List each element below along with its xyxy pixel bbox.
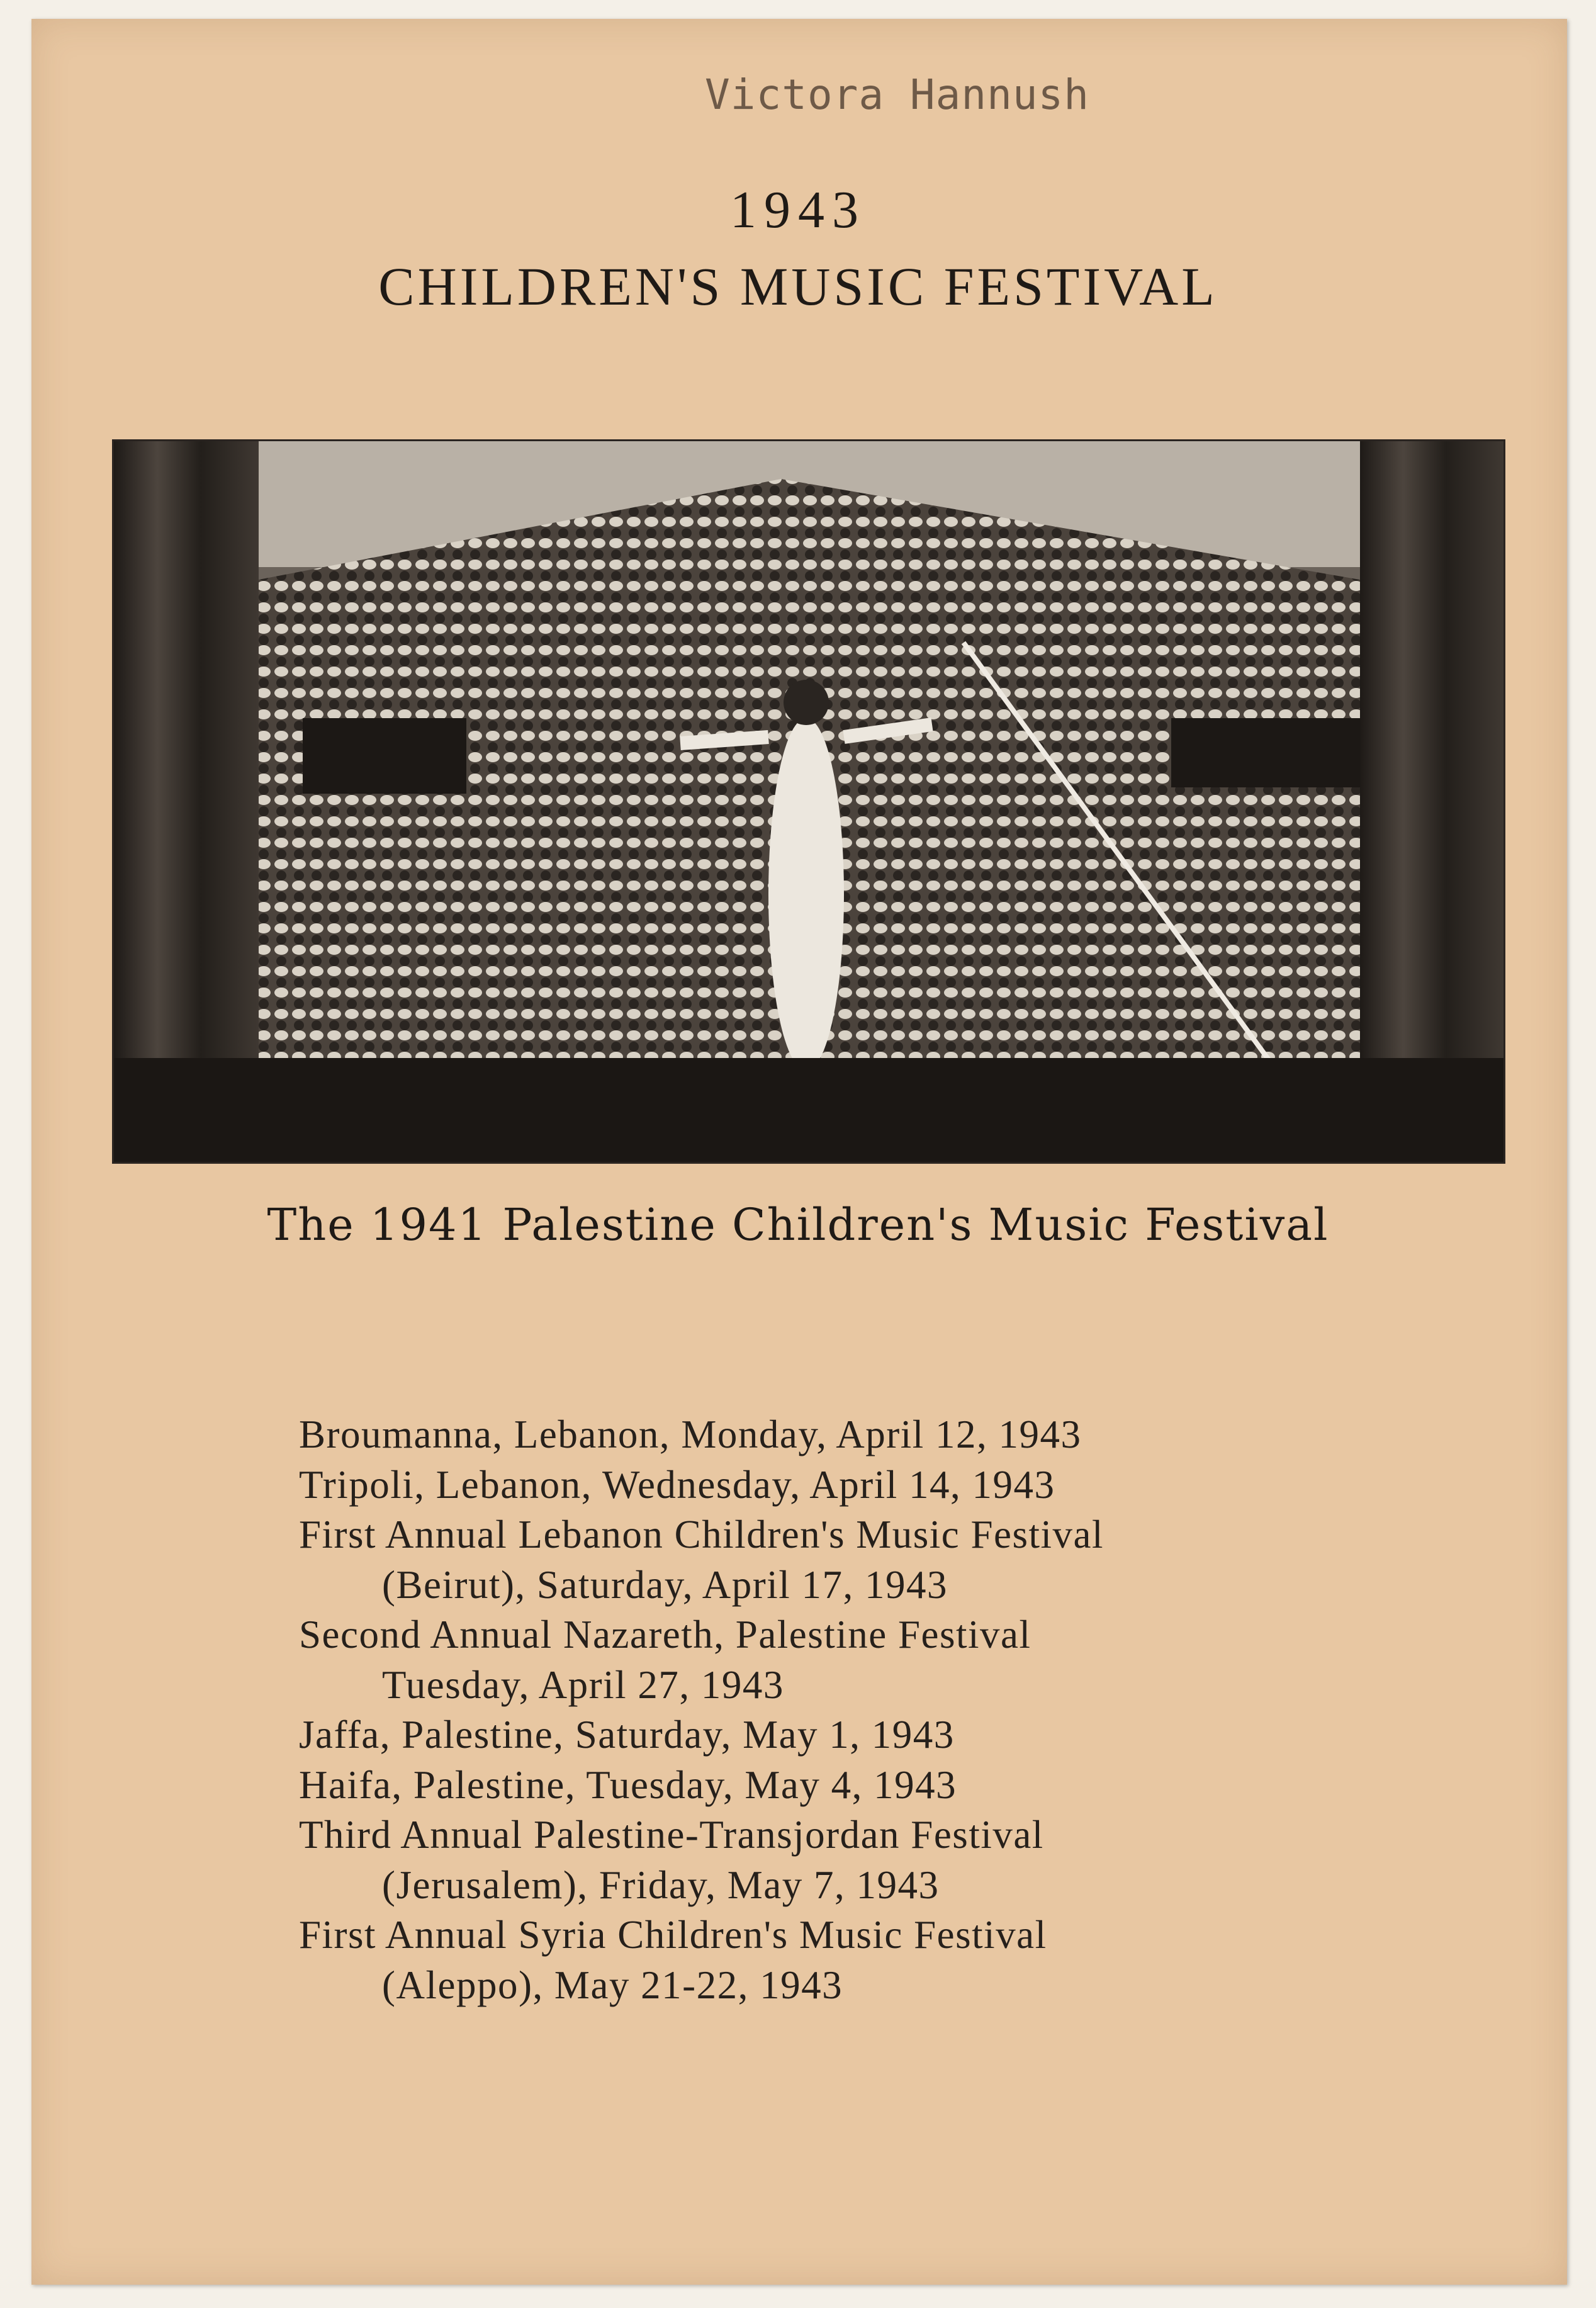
schedule-line: First Annual Lebanon Children's Music Festival xyxy=(299,1512,1104,1556)
typed-owner-name: Victora Hannush xyxy=(705,70,1090,119)
schedule-line: Third Annual Palestine-Transjordan Festival xyxy=(299,1813,1044,1857)
festival-schedule xyxy=(299,1410,1495,2010)
festival-year: 1943 xyxy=(730,181,866,239)
schedule-line: Second Annual Nazareth, Palestine Festival xyxy=(299,1613,1031,1657)
schedule-line: Haifa, Palestine, Tuesday, May 4, 1943 xyxy=(299,1762,957,1807)
schedule-line: (Aleppo), May 21-22, 1943 xyxy=(382,1962,843,2007)
schedule-line: (Beirut), Saturday, April 17, 1943 xyxy=(382,1562,948,1607)
photo-caption: The 1941 Palestine Children's Music Festival xyxy=(267,1199,1329,1251)
schedule-line: Tuesday, April 27, 1943 xyxy=(382,1662,784,1707)
choir-photograph xyxy=(112,439,1505,1164)
schedule-line: (Jerusalem), Friday, May 7, 1943 xyxy=(382,1862,940,1907)
choir-photo-illustration xyxy=(114,441,1503,1162)
festival-title: CHILDREN'S MUSIC FESTIVAL xyxy=(378,256,1218,317)
schedule-line: Tripoli, Lebanon, Wednesday, April 14, 1943 xyxy=(299,1462,1055,1507)
schedule-line: Broumanna, Lebanon, Monday, April 12, 1943 xyxy=(299,1412,1082,1456)
schedule-line: First Annual Syria Children's Music Festival xyxy=(299,1913,1047,1957)
schedule-line: Jaffa, Palestine, Saturday, May 1, 1943 xyxy=(299,1713,955,1757)
